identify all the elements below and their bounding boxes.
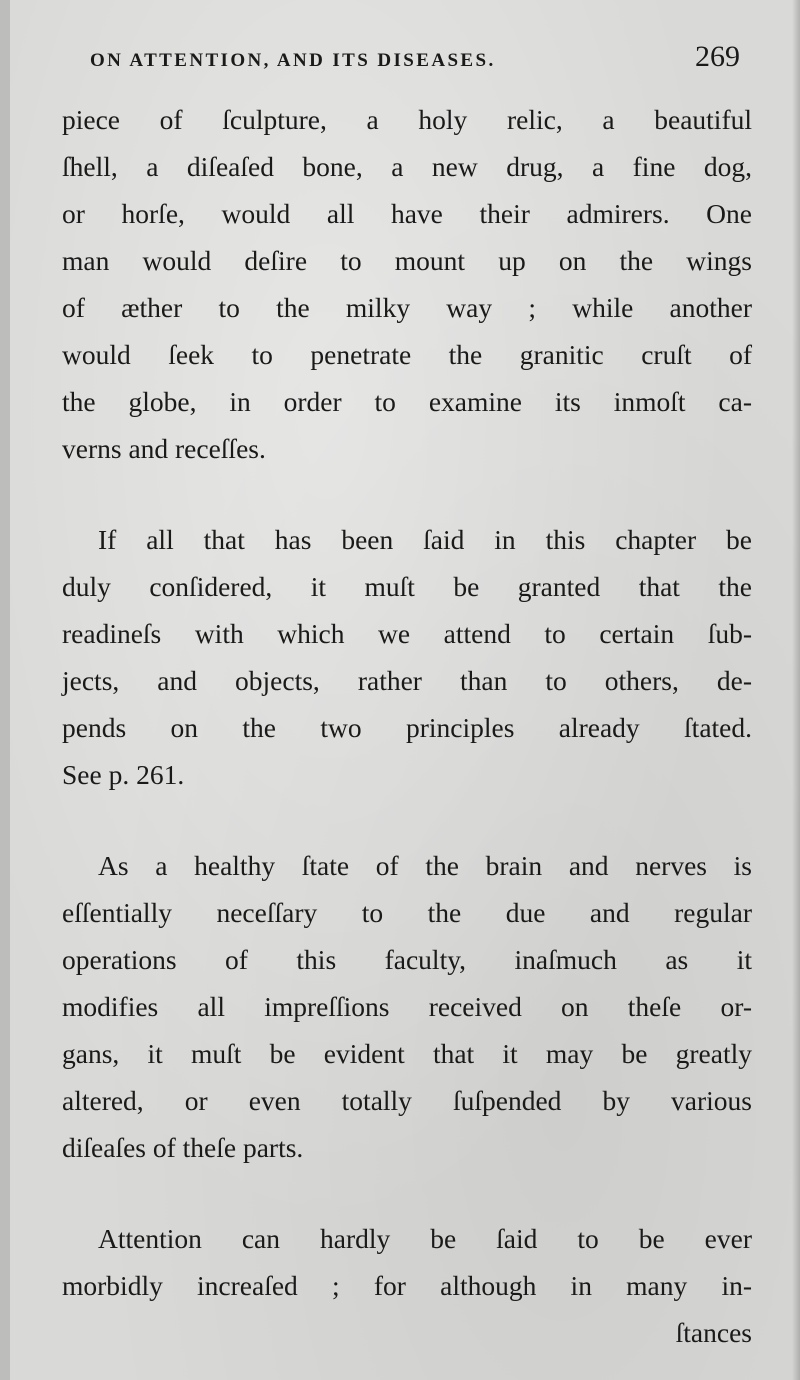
text-line: If all that has been ſaid in this chapter be: [98, 524, 752, 555]
text-line: As a healthy ſtate of the brain and nerves is: [98, 850, 752, 881]
page-edge-shadow: [792, 0, 800, 1380]
page-header: [90, 40, 740, 80]
running-head: ON ATTENTION, AND ITS DISEASES.: [90, 50, 496, 71]
paragraph-1: [62, 96, 752, 472]
paragraph-3: [62, 842, 752, 1171]
text-line: of æther to the milky way ; while another: [62, 292, 752, 323]
page-number: 269: [695, 40, 740, 73]
text-line: readineſs with which we attend to certain ſub-: [62, 618, 752, 649]
text-line: piece of ſculpture, a holy relic, a beautiful: [62, 104, 752, 135]
text-line: modifies all impreſſions received on theſe or-: [62, 991, 752, 1022]
text-line: verns and receſſes.: [62, 433, 266, 464]
text-line: See p. 261.: [62, 759, 185, 790]
paragraph-2: [62, 516, 752, 798]
catchword: ſtances: [675, 1317, 752, 1348]
text-line: operations of this faculty, inaſmuch as it: [62, 944, 752, 975]
text-line: eſſentially neceſſary to the due and regular: [62, 897, 752, 928]
text-line: would ſeek to penetrate the granitic cruſt of: [62, 339, 752, 370]
text-line: pends on the two principles already ſtated.: [62, 712, 752, 743]
body-text: [62, 96, 752, 1356]
text-line: jects, and objects, rather than to others, de-: [62, 665, 752, 696]
text-line: Attention can hardly be ſaid to be ever: [98, 1223, 752, 1254]
text-line: altered, or even totally ſuſpended by various: [62, 1085, 752, 1116]
text-line: duly conſidered, it muſt be granted that the: [62, 571, 752, 602]
paragraph-4: [62, 1215, 752, 1356]
text-line: diſeaſes of theſe parts.: [62, 1132, 304, 1163]
text-line: gans, it muſt be evident that it may be greatly: [62, 1038, 752, 1069]
text-line: the globe, in order to examine its inmoſt ca-: [62, 386, 752, 417]
text-line: or horſe, would all have their admirers. One: [62, 198, 752, 229]
text-line: man would deſire to mount up on the wings: [62, 245, 752, 276]
text-line: ſhell, a diſeaſed bone, a new drug, a fine dog,: [62, 151, 752, 182]
text-line: morbidly increaſed ; for although in many in-: [62, 1270, 752, 1301]
